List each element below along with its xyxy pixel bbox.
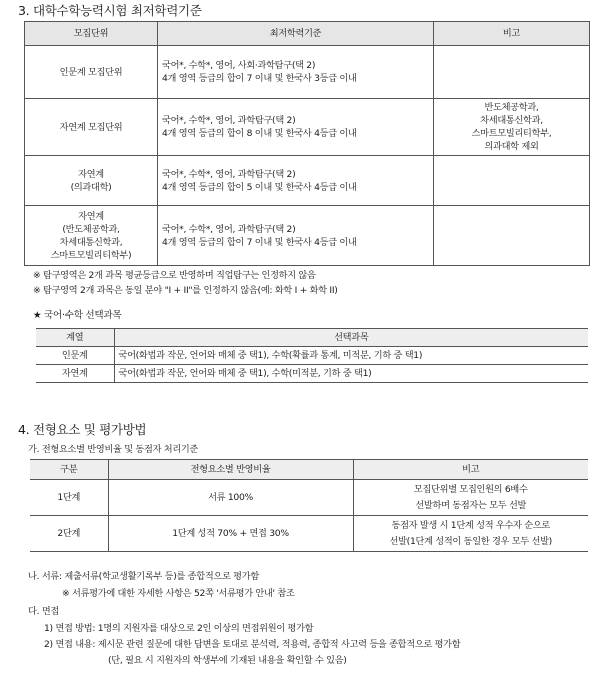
unit-cell: 자연계 모집단위 [25, 99, 158, 156]
table-row [36, 365, 588, 383]
unit-cell: 자연계 (반도체공학과, 차세대통신학과, 스마트모빌리티학부) [25, 206, 158, 266]
ratio-cell: 서류 100% [108, 480, 353, 516]
document-evaluation-note: ※ 서류평가에 대한 자세한 사항은 52쪽 '서류평가 안내' 참조 [62, 588, 295, 599]
header-remark: 비고 [353, 460, 588, 480]
subsection-a-title: 가. 전형요소별 반영비율 및 동점자 처리기준 [28, 444, 199, 455]
subject-selection-table [36, 328, 588, 383]
header-stage: 구분 [30, 460, 108, 480]
header-subjects: 선택과목 [114, 329, 588, 347]
minimum-standards-table [24, 21, 590, 266]
table-header-row [36, 329, 588, 347]
stage-cell: 2단계 [30, 516, 108, 552]
stage-cell: 1단계 [30, 480, 108, 516]
ratio-cell: 1단계 성적 70% + 면접 30% [108, 516, 353, 552]
note-cell [434, 206, 590, 266]
table-row [30, 516, 588, 552]
header-note: 비고 [434, 22, 590, 46]
table-row [25, 156, 590, 206]
note-cell [434, 156, 590, 206]
table-row [36, 347, 588, 365]
interview-method: 1) 면접 방법: 1명의 지원자를 대상으로 2인 이상의 면접위원이 평가함 [44, 623, 314, 634]
section-3-title: 3. 대학수학능력시험 최저학력기준 [18, 3, 202, 18]
unit-cell: 인문계 모집단위 [25, 46, 158, 99]
remark-cell: 동점자 발생 시 1단계 성적 우수자 순으로 선발(1단계 성적이 동일한 경우 모두 선발) [353, 516, 588, 552]
subsection-b-title: 나. 서류: 제출서류(학교생활기록부 등)를 종합적으로 평가함 [28, 571, 259, 582]
note-line: ※ 탐구영역 2개 과목은 동일 분야 "I + II"를 인정하지 않음(예: 화학 I + 화학 II) [33, 285, 338, 296]
interview-content: 2) 면접 내용: 제시문 관련 질문에 대한 답변을 토대로 분석력, 적용력, 종합적 사고력 등을 종합적으로 평가함 [44, 639, 461, 650]
criteria-cell: 국어*, 수학*, 영어, 과학탐구(택 2) 4개 영역 등급의 합이 7 이내 및 한국사 4등급 이내 [158, 206, 434, 266]
subject-selection-title: ★ 국어·수학 선택과목 [33, 310, 122, 321]
section-4-title: 4. 전형요소 및 평가방법 [18, 422, 147, 437]
track-cell: 자연계 [36, 365, 114, 383]
subjects-cell: 국어(화법과 작문, 언어와 매체 중 택1), 수학(미적분, 기하 중 택1) [114, 365, 588, 383]
table-row [25, 46, 590, 99]
header-criteria: 최저학력기준 [158, 22, 434, 46]
header-ratio: 전형요소별 반영비율 [108, 460, 353, 480]
remark-cell: 모집단위별 모집인원의 6배수 선발하며 동점자는 모두 선발 [353, 480, 588, 516]
interview-content-note: (단, 필요 시 지원자의 학생부에 기재된 내용을 확인할 수 있음) [108, 655, 347, 666]
note-cell [434, 46, 590, 99]
unit-cell: 자연계 (의과대학) [25, 156, 158, 206]
criteria-cell: 국어*, 수학*, 영어, 사회·과학탐구(택 2) 4개 영역 등급의 합이 7 이내 및 한국사 3등급 이내 [158, 46, 434, 99]
header-unit: 모집단위 [25, 22, 158, 46]
note-cell: 반도체공학과, 차세대통신학과, 스마트모빌리티학부, 의과대학 제외 [434, 99, 590, 156]
note-line: ※ 탐구영역은 2개 과목 평균등급으로 반영하며 직업탐구는 인정하지 않음 [33, 270, 316, 281]
subjects-cell: 국어(화법과 작문, 언어와 매체 중 택1), 수학(확률과 통계, 미적분, 기하 중 택1) [114, 347, 588, 365]
track-cell: 인문계 [36, 347, 114, 365]
table-header-row [25, 22, 590, 46]
table-header-row [30, 460, 588, 480]
table-row [25, 99, 590, 156]
table-row [30, 480, 588, 516]
subsection-c-title: 다. 면접 [28, 606, 59, 617]
criteria-cell: 국어*, 수학*, 영어, 과학탐구(택 2) 4개 영역 등급의 합이 8 이내 및 한국사 4등급 이내 [158, 99, 434, 156]
evaluation-table [30, 459, 588, 552]
criteria-cell: 국어*, 수학*, 영어, 과학탐구(택 2) 4개 영역 등급의 합이 5 이내 및 한국사 4등급 이내 [158, 156, 434, 206]
table-row [25, 206, 590, 266]
header-track: 계열 [36, 329, 114, 347]
